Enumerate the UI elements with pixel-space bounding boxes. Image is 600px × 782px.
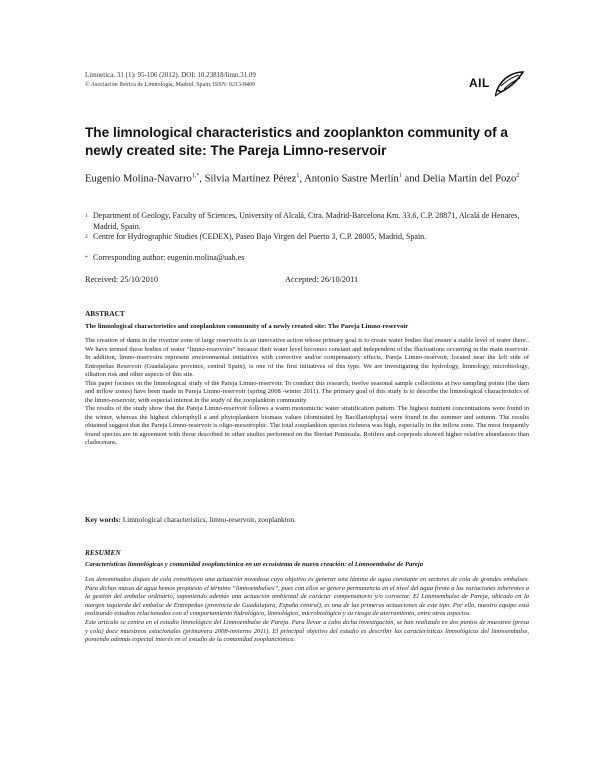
author-name: Silvia Martínez Pérez [204,173,297,185]
journal-header [85,70,256,90]
journal-logo [469,68,525,98]
resumen-body [85,576,529,645]
keywords [85,515,525,524]
received-date: Received: 25/10/2010 [85,275,159,284]
author-name: Eugenio Molina-Navarro [85,173,192,185]
resumen-heading: RESUMEN [85,548,121,557]
affiliation-mark: 2 [85,234,88,240]
abstract-title: The limnological characteristics and zooplankton community of a newly created site: The Pareja Limno-reservoir [85,323,409,330]
abstract-heading: ABSTRACT [85,309,125,318]
resumen-paragraph: Este artículo se centra en el estudio limnológico del Limnoembalse de Pareja. Para llevar a cabo dicha investigación, se han realizado en dos puntos de muestreo (presa y cola) doce muestreos estacionales (primavera 2008-invierno 2011). El principal objetivo del estudio es describir las características limnológicas del limnoembalse, poniendo además especial interés en el estudio de la comunidad zooplanctónica. [85,618,529,644]
author-separator: and [401,173,423,185]
author-affil-mark: 2 [516,173,520,179]
paper-title: The limnological characteristics and zooplankton community of a newly created site: The Pareja Limno-reservoir [85,125,508,158]
affiliation-text: Centre for Hydrographic Studies (CEDEX), Paseo Bajo Virgen del Puerto 3, C.P. 28005, Madrid, Spain. [93,232,427,241]
fish-outline-icon [495,68,525,98]
logo-text: AIL [469,76,490,90]
author-list [85,168,525,188]
affiliation-mark: 1 [85,213,88,219]
author-separator: , [199,173,205,185]
corresponding-text: Corresponding author: eugenio.molina@uah.es [93,252,245,262]
author-affil-mark: 1 [296,173,300,179]
keywords-label: Key words: [85,515,121,524]
author-affil-mark: 1 [398,173,402,179]
abstract-body [85,337,529,448]
citation-line: Limnetica, 31 (1): 95-106 (2012). DOI: 10.23818/limn.31.09 [85,71,256,79]
abstract-paragraph: The results of the study show that the Pareja Limno-reservoir follows a warm monomictic water stratification pattern. The highest nutrient concentrations were found in the winter, whereas the highest chlorophyll a and phytoplankton biomass values (dominated by Bacillariophyta) were found in the summer and autumn. The results obtained suggest that the Pareja Limno-reservoir is oligo-mesotrophic. The total zooplankton species richness was high, especially in the inflow zone. The most frequently found species are in agreement with those described in other studies performed on the Iberian Peninsula. Rotifers and copepods showed higher relative abundances than cladocerans. [85,405,529,446]
resumen-title: Características limnológicas y comunidad zooplanctónica en un ecosistema de nueva creación: el Limnoembalse de Pareja [85,561,424,568]
affiliation-text: Department of Geology, Faculty of Sciences, University of Alcalá, Ctra. Madrid-Barcelona Km. 33.6, C.P. 28871, Alcalá de Henares, Madrid, Spain. [93,211,520,231]
author-affil-mark: 1,* [191,173,200,179]
author-name: Delia Martín del Pozo [422,173,517,185]
author-separator: , [299,173,305,185]
affiliation-item [85,211,530,232]
abstract-paragraph: This paper focuses on the limnological study of the Pareja Limno-reservoir. To conduct this research, twelve seasonal sample collections at two sampling points (the dam and inflow zones) have been made in Pareja Limno-reservoir (spring 2008 -winter 2011). The primary goal of this study is to describe the limnological characteristics of the limno-reservoir, with especial interest in the study of the zooplankton community. [85,379,529,404]
keywords-text: Limnological characteristics, limno-reservoir, zooplankton. [122,515,296,524]
accepted-date: Accepted: 26/10/2011 [285,275,359,284]
corresponding-mark: * [85,254,88,261]
affiliation-item [85,232,530,243]
abstract-paragraph: The creation of dams in the riverine zone of large reservoirs is an innovative action whose primary goal is to create water bodies that ensure a stable level of water there.. We have termed these bodies of water “limno-reservoirs” because their water level becomes constant and independent of the fluctuations occurring in the main reservoir. In addition, limno-reservoirs represent environmental initiatives with corrective and/or compensatory effects. Pareja Limno-reservoir, located near the left side of Entrepeñas Reservoir (Guadalajara province, central Spain), is one of the first initiatives of this type. We are investigating the hydrology, limnology, microbiology, siltation risk and other aspects of this site. [85,337,529,378]
author-name: Antonio Sastre Merlín [304,173,399,185]
rights-line: © Asociación Ibérica de Limnología, Madrid. Spain. ISSN: 0213-8409 [85,82,256,88]
corresponding-author [85,253,530,264]
resumen-paragraph: Los denominados diques de cola constituyen una actuación novedosa cuyo objetivo es generar una lámina de agua constante en sectores de cola de grandes embalses. Para dichas masas de agua hemos propuesto el término “limnoembalses”, pues con ellos se genera permanencia en el nivel del agua frente a las variaciones inherentes a la gestión del embalse ordinario, suponiendo además una actuación ambiental de carácter compensatorio y/o corrector. El Limnoembalse de Pareja, ubicado en la margen izquierda del embalse de Entrepeñas (provincia de Guadalajara, España central), es una de las primeras actuaciones de este tipo. Por ello, nuestro equipo está realizando estudios relacionados con el comportamiento hidrológico, limnológico, microbiológico y su riesgo de aterramiento, entre otros aspectos. [85,576,529,618]
affiliations [85,211,530,263]
